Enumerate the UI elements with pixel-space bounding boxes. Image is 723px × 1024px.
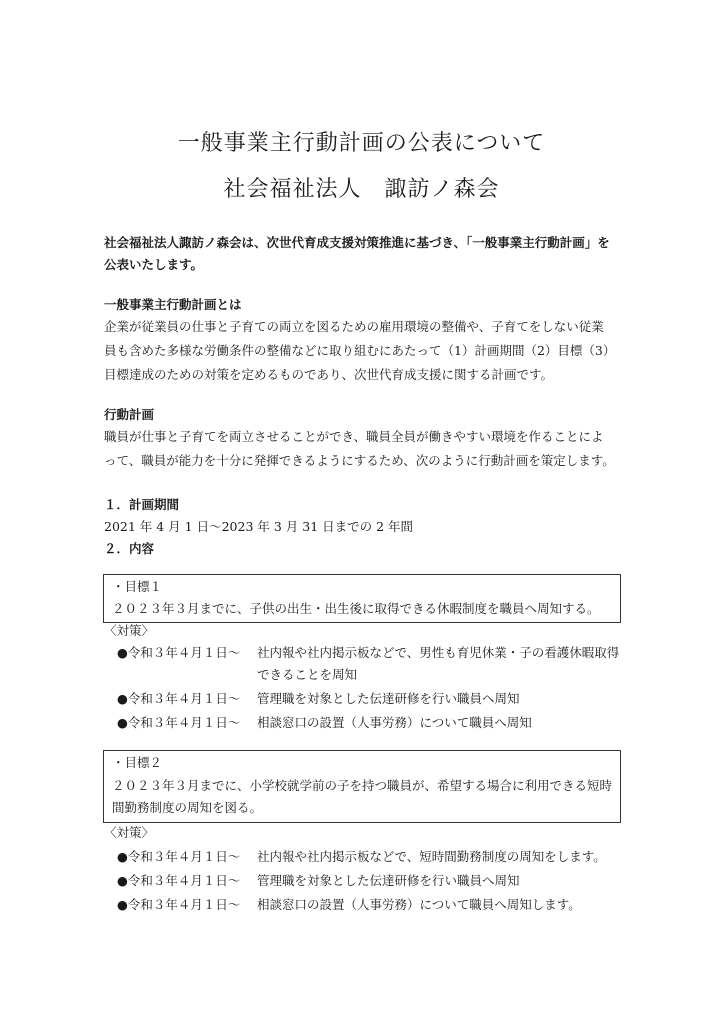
goal-1-label: ・目標１ [112, 579, 163, 594]
period-text: 2021 年 4 月 1 日～2023 年 3 月 31 日までの 2 年間 [104, 519, 414, 534]
goal-2-measure-1-text: 社内報や社内掲示板などで、短時間勤務制度の周知をします。 [257, 849, 606, 864]
goal-1-measure-1-text: 社内報や社内掲示板などで、男性も育児休業・子の看護休暇取得 [257, 645, 620, 660]
goal-1-measure-3-date: ●令和３年４月１日～ [117, 715, 241, 730]
goal-1-text: ２０２３年３月までに、子供の出生・出生後に取得できる休暇制度を職員へ周知する。 [112, 601, 600, 616]
goal-1-box [103, 574, 621, 623]
plan-line-2: って、職員が能力を十分に発揮できるようにするため、次のように行動計画を策定します。 [104, 453, 615, 468]
definition-heading: 一般事業主行動計画とは [104, 297, 242, 312]
goal-2-measure-2-date: ●令和３年４月１日～ [117, 873, 241, 888]
goal-2-text-line-2: 間勤務制度の周知を図る。 [112, 800, 263, 815]
intro-line-2: 公表いたします。 [104, 257, 204, 272]
goal-1-measure-1-date: ●令和３年４月１日～ [117, 645, 241, 660]
definition-line-3: 目標達成のための対策を定めるものであり、次世代育成支援に関する計画です。 [104, 367, 554, 382]
plan-line-1: 職員が仕事と子育てを両立させることができ、職員全員が働きやすい環境を作ることによ [104, 429, 604, 444]
page-title: 一般事業主行動計画の公表について [177, 131, 546, 156]
organization-name: 社会福祉法人 諏訪ノ森会 [223, 177, 500, 202]
period-heading: １．計画期間 [104, 497, 180, 512]
plan-heading: 行動計画 [104, 407, 155, 422]
goal-2-measure-2-text: 管理職を対象とした伝達研修を行い職員へ周知 [257, 873, 520, 888]
definition-line-1: 企業が従業員の仕事と子育ての両立を図るための雇用環境の整備や、子育てをしない従業 [104, 319, 604, 334]
goal-1-measure-2-date: ●令和３年４月１日～ [117, 691, 241, 706]
goal-2-measure-1-date: ●令和３年４月１日～ [117, 849, 241, 864]
definition-line-2: 員も含めた多様な労働条件の整備などに取り組むにあたって（1）計画期間（2）目標（3） [104, 343, 616, 358]
goal-1-measures-label: 〈対策〉 [104, 623, 155, 638]
goal-2-box [103, 750, 621, 823]
goal-1-measure-1-text-cont: できることを周知 [257, 667, 358, 682]
goal-2-measure-3-text: 相談窓口の設置（人事労務）について職員へ周知します。 [257, 897, 581, 912]
intro-line-1: 社会福祉法人諏訪ノ森会は、次世代育成支援対策推進に基づき、「一般事業主行動計画」を [104, 235, 610, 250]
goal-1-measure-3-text: 相談窓口の設置（人事労務）について職員へ周知 [257, 715, 532, 730]
goal-1-measure-2-text: 管理職を対象とした伝達研修を行い職員へ周知 [257, 691, 520, 706]
goal-2-label: ・目標２ [112, 755, 163, 770]
goal-2-measure-3-date: ●令和３年４月１日～ [117, 897, 241, 912]
goal-2-measures-label: 〈対策〉 [104, 825, 155, 840]
goal-2-text-line-1: ２０２３年３月までに、小学校就学前の子を持つ職員が、希望する場合に利用できる短時 [112, 778, 613, 793]
content-heading: ２．内容 [104, 541, 155, 556]
